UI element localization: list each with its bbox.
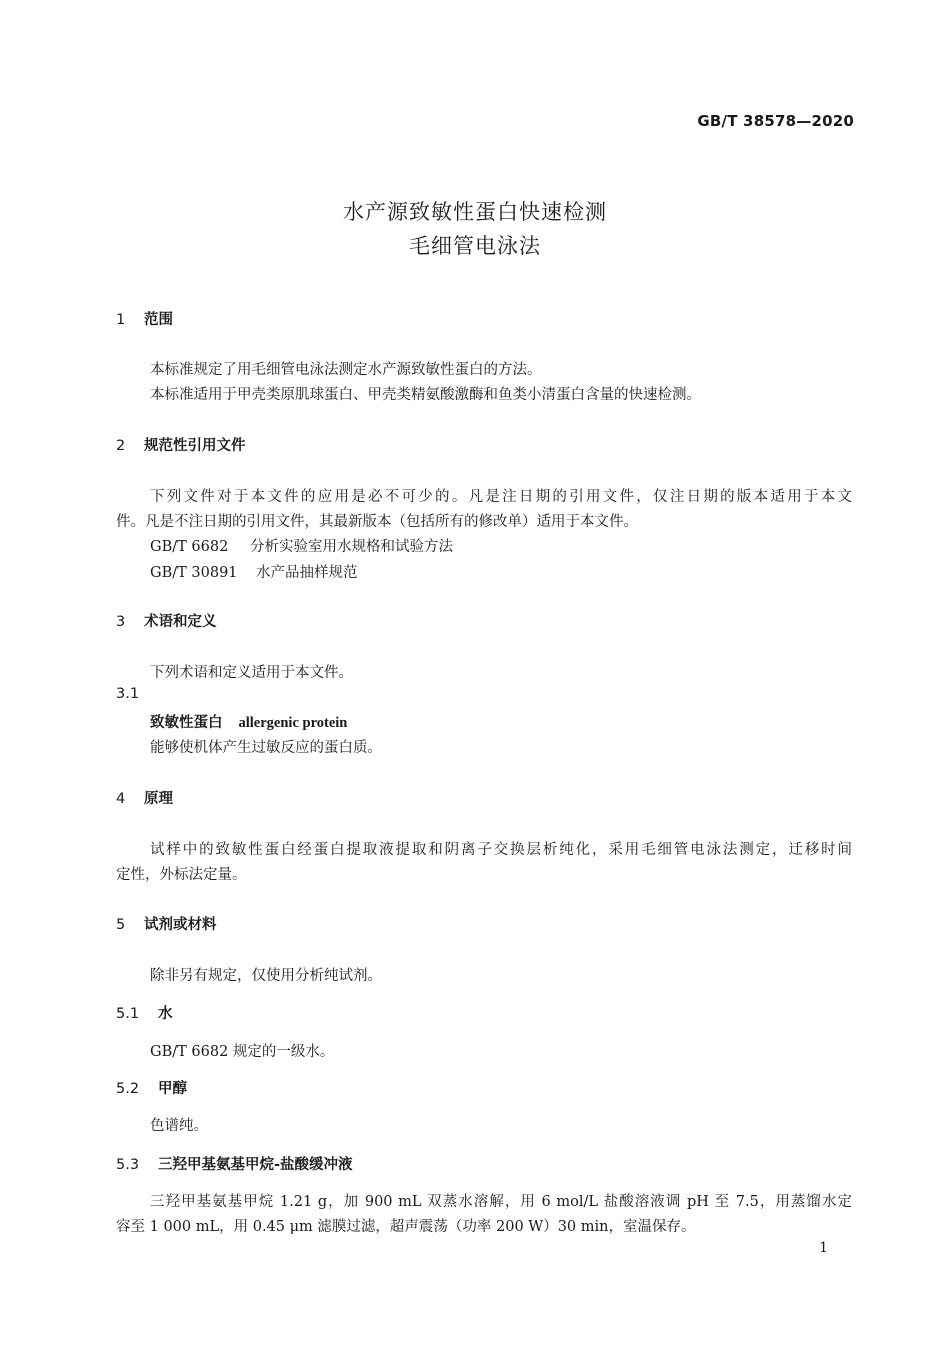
section-3-paragraph: 下列术语和定义适用于本文件。 — [150, 665, 353, 681]
subsection-5-3-text-line1: 三羟甲基氨基甲烷 1.21 g，加 900 mL 双蒸水溶解，用 6 mol/L 盐酸溶液调 pH 至 7.5，用蒸馏水定 — [150, 1194, 852, 1210]
section-title: 规范性引用文件 — [144, 438, 246, 454]
subsection-number: 5.1 — [116, 1006, 140, 1022]
reference-code: GB/T 6682 — [150, 539, 229, 555]
section-2-heading — [116, 434, 246, 455]
term-definition: 能够使机体产生过敏反应的蛋白质。 — [150, 740, 382, 756]
section-number: 3 — [116, 614, 126, 630]
normative-reference-1 — [150, 535, 453, 556]
term-chinese: 致敏性蛋白 — [150, 715, 223, 731]
page-number: 1 — [819, 1240, 828, 1256]
section-number: 2 — [116, 438, 126, 454]
normative-reference-2 — [150, 561, 358, 582]
subsection-5-3-text-line2: 容至 1 000 mL，用 0.45 μm 滤膜过滤，超声震荡（功率 200 W）30 min，室温保存。 — [116, 1219, 696, 1235]
section-number: 4 — [116, 791, 126, 807]
section-2-paragraph-line2: 件。凡是不注日期的引用文件，其最新版本（包括所有的修改单）适用于本文件。 — [116, 514, 638, 530]
section-1-paragraph-2: 本标准适用于甲壳类原肌球蛋白、甲壳类精氨酸激酶和鱼类小清蛋白含量的快速检测。 — [150, 387, 701, 403]
subsection-title: 水 — [158, 1006, 173, 1022]
subsection-5-1-heading — [116, 1002, 173, 1023]
term-entry — [150, 711, 347, 732]
section-4-paragraph-line2: 定性，外标法定量。 — [116, 867, 247, 883]
standard-code: GB/T 38578—2020 — [697, 112, 854, 130]
section-number: 1 — [116, 312, 126, 328]
subsection-number: 5.2 — [116, 1081, 140, 1097]
reference-title: 水产品抽样规范 — [256, 565, 358, 581]
reference-title: 分析实验室用水规格和试验方法 — [250, 539, 453, 555]
term-english: allergenic protein — [238, 715, 348, 731]
section-title: 范围 — [144, 312, 173, 328]
section-5-paragraph: 除非另有规定，仅使用分析纯试剂。 — [150, 968, 382, 984]
section-2-paragraph-line1: 下列文件对于本文件的应用是必不可少的。凡是注日期的引用文件，仅注日期的版本适用于本文 — [150, 489, 852, 505]
term-number: 3.1 — [116, 686, 140, 702]
section-title: 试剂或材料 — [144, 917, 217, 933]
section-1-heading — [116, 308, 173, 329]
subsection-5-3-heading — [116, 1153, 353, 1174]
reference-code: GB/T 30891 — [150, 565, 238, 581]
section-5-heading — [116, 913, 217, 934]
section-title: 原理 — [144, 791, 173, 807]
document-title-line1: 水产源致敏性蛋白快速检测 — [343, 200, 607, 224]
section-1-paragraph-1: 本标准规定了用毛细管电泳法测定水产源致敏性蛋白的方法。 — [150, 362, 542, 378]
section-4-paragraph-line1: 试样中的致敏性蛋白经蛋白提取液提取和阴离子交换层析纯化，采用毛细管电泳法测定，迁移时间 — [150, 842, 852, 858]
subsection-5-2-heading — [116, 1077, 187, 1098]
section-3-heading — [116, 610, 217, 631]
section-number: 5 — [116, 917, 126, 933]
subsection-5-2-text: 色谱纯。 — [150, 1118, 208, 1134]
subsection-number: 5.3 — [116, 1157, 140, 1173]
subsection-title: 三羟甲基氨基甲烷-盐酸缓冲液 — [158, 1157, 353, 1173]
subsection-5-1-text: GB/T 6682 规定的一级水。 — [150, 1044, 335, 1060]
document-title-line2: 毛细管电泳法 — [409, 234, 541, 258]
section-4-heading — [116, 787, 173, 808]
section-title: 术语和定义 — [144, 614, 217, 630]
subsection-title: 甲醇 — [158, 1081, 187, 1097]
